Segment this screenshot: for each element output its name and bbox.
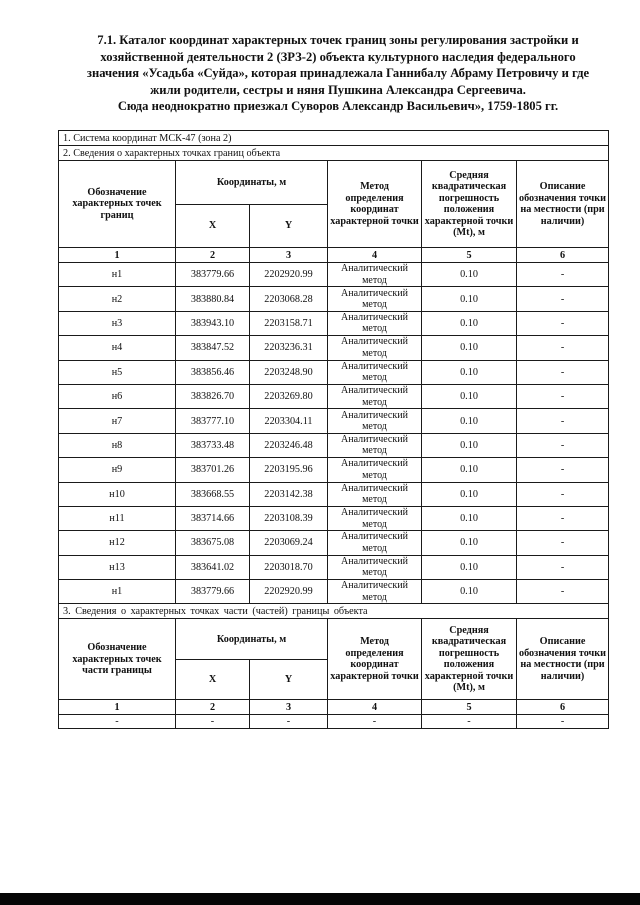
section-object-points: 2. Сведения о характерных точках границ объекта bbox=[59, 146, 609, 161]
table-row bbox=[59, 336, 609, 360]
column-number: 3 bbox=[250, 248, 328, 263]
point-description: - bbox=[517, 311, 609, 335]
point-description: - bbox=[517, 531, 609, 555]
point-method bbox=[328, 506, 422, 530]
method-line: Аналитический bbox=[341, 385, 408, 397]
header-y: Y bbox=[250, 205, 328, 248]
point-name: н1 bbox=[59, 580, 176, 604]
point-error: 0.10 bbox=[422, 555, 517, 579]
section-coordinate-system: 1. Система координат МСК-47 (зона 2) bbox=[59, 131, 609, 146]
method-line: Аналитический bbox=[341, 482, 408, 494]
point-description: - bbox=[517, 482, 609, 506]
point-error: 0.10 bbox=[422, 458, 517, 482]
point-error: 0.10 bbox=[422, 506, 517, 530]
point-error: 0.10 bbox=[422, 409, 517, 433]
title-line: 7.1. Каталог координат характерных точек границ зоны регулирования застройки и bbox=[97, 33, 579, 47]
point-description: - bbox=[517, 336, 609, 360]
method-line: Аналитический bbox=[341, 263, 408, 275]
table-row bbox=[59, 263, 609, 287]
header-x: X bbox=[176, 660, 250, 700]
point-method bbox=[328, 555, 422, 579]
header-designation-part: Обозначение характерных точек части границы bbox=[59, 619, 176, 700]
point-error: 0.10 bbox=[422, 580, 517, 604]
point-description: - bbox=[517, 433, 609, 457]
title-line: Сюда неоднократно приезжал Суворов Александр Васильевич», 1759-1805 гг. bbox=[117, 99, 559, 113]
point-x: 383943.10 bbox=[176, 311, 250, 335]
point-error: 0.10 bbox=[422, 336, 517, 360]
point-description: - bbox=[517, 580, 609, 604]
method-line: Аналитический bbox=[341, 555, 408, 567]
section-part-points: 3. Сведения о характерных точках части (частей) границы объекта bbox=[59, 604, 609, 619]
point-method bbox=[328, 263, 422, 287]
table-row bbox=[59, 482, 609, 506]
point-method bbox=[328, 287, 422, 311]
method-line: метод bbox=[362, 567, 387, 579]
method-line: метод bbox=[362, 542, 387, 554]
point-method bbox=[328, 409, 422, 433]
part-cell: - bbox=[422, 715, 517, 729]
part-cell: - bbox=[517, 715, 609, 729]
column-number: 5 bbox=[422, 248, 517, 263]
point-error: 0.10 bbox=[422, 531, 517, 555]
point-method bbox=[328, 336, 422, 360]
method-line: метод bbox=[362, 445, 387, 457]
point-x: 383641.02 bbox=[176, 555, 250, 579]
column-numbers-row bbox=[59, 248, 609, 263]
point-y: 2203195.96 bbox=[250, 458, 328, 482]
header-coordinates: Координаты, м bbox=[176, 619, 328, 660]
point-name: н9 bbox=[59, 458, 176, 482]
point-name: н4 bbox=[59, 336, 176, 360]
point-description: - bbox=[517, 263, 609, 287]
point-name: н2 bbox=[59, 287, 176, 311]
header-designation: Обозначение характерных точек границ bbox=[59, 161, 176, 248]
point-name: н12 bbox=[59, 531, 176, 555]
point-method bbox=[328, 433, 422, 457]
method-line: Аналитический bbox=[341, 580, 408, 592]
method-line: Аналитический bbox=[341, 433, 408, 445]
point-description: - bbox=[517, 287, 609, 311]
point-name: н5 bbox=[59, 360, 176, 384]
part-cell: - bbox=[328, 715, 422, 729]
header-error: Средняя квадратическая погрешность положения характерной точки (Mt), м bbox=[422, 161, 517, 248]
part-cell: - bbox=[250, 715, 328, 729]
table-row bbox=[59, 384, 609, 408]
method-line: Аналитический bbox=[341, 531, 408, 543]
point-description: - bbox=[517, 555, 609, 579]
method-line: Аналитический bbox=[341, 311, 408, 323]
column-number: 1 bbox=[59, 700, 176, 715]
point-x: 383779.66 bbox=[176, 580, 250, 604]
header-method: Метод определения координат характерной точки bbox=[328, 161, 422, 248]
table-row bbox=[59, 360, 609, 384]
method-line: Аналитический bbox=[341, 409, 408, 421]
point-name: н6 bbox=[59, 384, 176, 408]
method-line: метод bbox=[362, 591, 387, 603]
column-number: 2 bbox=[176, 700, 250, 715]
method-line: метод bbox=[362, 494, 387, 506]
method-line: метод bbox=[362, 396, 387, 408]
point-description: - bbox=[517, 458, 609, 482]
table-row bbox=[59, 580, 609, 604]
column-number: 2 bbox=[176, 248, 250, 263]
column-number: 1 bbox=[59, 248, 176, 263]
point-name: н1 bbox=[59, 263, 176, 287]
table-row bbox=[59, 506, 609, 530]
table-row bbox=[59, 287, 609, 311]
point-name: н10 bbox=[59, 482, 176, 506]
column-number: 6 bbox=[517, 700, 609, 715]
table-row bbox=[59, 458, 609, 482]
point-name: н11 bbox=[59, 506, 176, 530]
point-error: 0.10 bbox=[422, 482, 517, 506]
point-x: 383675.08 bbox=[176, 531, 250, 555]
column-numbers-row bbox=[59, 700, 609, 715]
header-x: X bbox=[176, 205, 250, 248]
point-y: 2203246.48 bbox=[250, 433, 328, 457]
header-method: Метод определения координат характерной точки bbox=[328, 619, 422, 700]
point-error: 0.10 bbox=[422, 311, 517, 335]
point-rows bbox=[59, 263, 609, 604]
point-method bbox=[328, 384, 422, 408]
point-error: 0.10 bbox=[422, 287, 517, 311]
point-x: 383668.55 bbox=[176, 482, 250, 506]
method-line: метод bbox=[362, 518, 387, 530]
point-y: 2203236.31 bbox=[250, 336, 328, 360]
table-row bbox=[59, 555, 609, 579]
point-x: 383714.66 bbox=[176, 506, 250, 530]
method-line: Аналитический bbox=[341, 336, 408, 348]
title-line: значения «Усадьба «Суйда», которая принадлежала Ганнибалу Абраму Петровичу и где bbox=[86, 66, 590, 80]
column-number: 4 bbox=[328, 700, 422, 715]
point-y: 2202920.99 bbox=[250, 263, 328, 287]
point-x: 383856.46 bbox=[176, 360, 250, 384]
scan-edge bbox=[0, 893, 640, 905]
point-error: 0.10 bbox=[422, 360, 517, 384]
point-y: 2203248.90 bbox=[250, 360, 328, 384]
method-line: метод bbox=[362, 323, 387, 335]
point-name: н7 bbox=[59, 409, 176, 433]
point-description: - bbox=[517, 409, 609, 433]
point-y: 2203018.70 bbox=[250, 555, 328, 579]
point-x: 383847.52 bbox=[176, 336, 250, 360]
method-line: метод bbox=[362, 274, 387, 286]
point-x: 383701.26 bbox=[176, 458, 250, 482]
method-line: Аналитический bbox=[341, 507, 408, 519]
column-number: 4 bbox=[328, 248, 422, 263]
point-name: н3 bbox=[59, 311, 176, 335]
point-method bbox=[328, 580, 422, 604]
table-row bbox=[59, 409, 609, 433]
header-y: Y bbox=[250, 660, 328, 700]
title-line: хозяйственной деятельности 2 (ЗРЗ-2) объекта культурного наследия федерального bbox=[100, 49, 576, 64]
point-method bbox=[328, 531, 422, 555]
title-line: жили родители, сестры и няня Пушкина Александра Сергеевича. bbox=[150, 82, 526, 97]
point-y: 2203068.28 bbox=[250, 287, 328, 311]
point-error: 0.10 bbox=[422, 263, 517, 287]
point-x: 383733.48 bbox=[176, 433, 250, 457]
coordinates-catalog-table bbox=[58, 130, 609, 729]
point-method bbox=[328, 458, 422, 482]
method-line: метод bbox=[362, 421, 387, 433]
point-description: - bbox=[517, 360, 609, 384]
method-line: Аналитический bbox=[341, 360, 408, 372]
method-line: Аналитический bbox=[341, 458, 408, 470]
table-row bbox=[59, 433, 609, 457]
method-line: метод bbox=[362, 469, 387, 481]
column-number: 5 bbox=[422, 700, 517, 715]
point-y: 2203304.11 bbox=[250, 409, 328, 433]
method-line: метод bbox=[362, 299, 387, 311]
part-row bbox=[59, 715, 609, 729]
method-line: метод bbox=[362, 372, 387, 384]
point-y: 2203142.38 bbox=[250, 482, 328, 506]
column-number: 6 bbox=[517, 248, 609, 263]
point-name: н13 bbox=[59, 555, 176, 579]
header-description: Описание обозначения точки на местности (при наличии) bbox=[517, 161, 609, 248]
method-line: Аналитический bbox=[341, 287, 408, 299]
table-row bbox=[59, 311, 609, 335]
header-error: Средняя квадратическая погрешность положения характерной точки (Mt), м bbox=[422, 619, 517, 700]
column-number: 3 bbox=[250, 700, 328, 715]
point-x: 383777.10 bbox=[176, 409, 250, 433]
point-x: 383826.70 bbox=[176, 384, 250, 408]
point-x: 383779.66 bbox=[176, 263, 250, 287]
point-error: 0.10 bbox=[422, 433, 517, 457]
point-y: 2203108.39 bbox=[250, 506, 328, 530]
part-cell: - bbox=[59, 715, 176, 729]
header-description: Описание обозначения точки на местности (при наличии) bbox=[517, 619, 609, 700]
point-method bbox=[328, 482, 422, 506]
point-y: 2203158.71 bbox=[250, 311, 328, 335]
point-description: - bbox=[517, 506, 609, 530]
header-coordinates: Координаты, м bbox=[176, 161, 328, 205]
point-x: 383880.84 bbox=[176, 287, 250, 311]
point-y: 2203069.24 bbox=[250, 531, 328, 555]
point-name: н8 bbox=[59, 433, 176, 457]
point-y: 2202920.99 bbox=[250, 580, 328, 604]
part-cell: - bbox=[176, 715, 250, 729]
document-title bbox=[46, 32, 630, 115]
point-method bbox=[328, 311, 422, 335]
method-line: метод bbox=[362, 347, 387, 359]
point-error: 0.10 bbox=[422, 384, 517, 408]
point-description: - bbox=[517, 384, 609, 408]
table-row bbox=[59, 531, 609, 555]
point-method bbox=[328, 360, 422, 384]
point-y: 2203269.80 bbox=[250, 384, 328, 408]
